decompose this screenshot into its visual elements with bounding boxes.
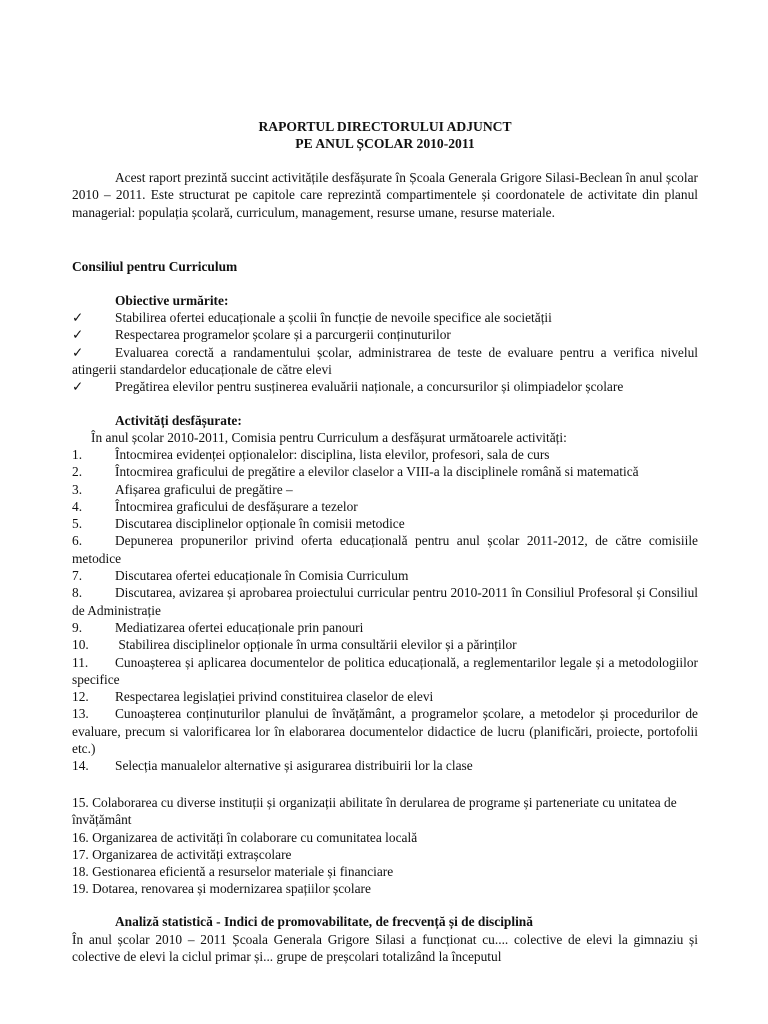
activity-item	[72, 498, 698, 515]
checkmark-icon: ✓	[72, 344, 84, 360]
activity-item	[72, 654, 698, 689]
activity-item: 19. Dotarea, renovarea și modernizarea spațiilor școlare	[72, 881, 371, 897]
activity-text: Discutarea disciplinelor opționale în comisii metodice	[115, 516, 405, 532]
objective-text: Respectarea programelor școlare și a parcurgerii conținuturilor	[115, 327, 451, 343]
activity-text: Stabilirea disciplinelor opționale în urma consultării elevilor și a părinților	[115, 637, 517, 653]
activity-text: Cunoașterea conținuturilor planului de învățământ, a programelor școlare, a metodelor și procedurilor de evaluare, precum si valorificarea lor în elaborarea documentelor didactice de lucru (planificări, proiecte, portofolii etc.)	[72, 706, 698, 757]
activity-number: 2.	[72, 464, 83, 480]
activity-number: 8.	[72, 585, 83, 601]
activity-number: 4.	[72, 498, 83, 514]
objective-item	[72, 378, 698, 395]
stats-paragraph: În anul școlar 2010 – 2011 Școala Generala Grigore Silasi a funcționat cu.... colective de elevi la gimnaziu și colective de elevi la ciclul primar și... grupe de preșcolari totalizând la începutul	[72, 932, 698, 965]
activity-text: Întocmirea graficului de pregătire a elevilor claselor a VIII-a la disciplinele română si matematică	[115, 464, 639, 480]
activity-text: Discutarea, avizarea și aprobarea proiectului curricular pentru 2010-2011 în Consiliul Profesoral și Consiliul de Administrație	[72, 585, 698, 618]
objective-item	[72, 326, 698, 343]
checkmark-icon: ✓	[72, 327, 84, 343]
intro-paragraph: Acest raport prezintă succint activitățile desfășurate în Școala Generala Grigore Silasi-Beclean în anul școlar 2010 – 2011. Este structurat pe capitole care reprezintă compartimentele și coordonatele de activitate din planul managerial: populația școlară, curriculum, management, resurse umane, resurse materiale.	[72, 170, 698, 220]
activity-item	[72, 757, 698, 774]
activity-item	[72, 705, 698, 757]
activities-intro: În anul școlar 2010-2011, Comisia pentru Curriculum a desfășurat următoarele activități:	[91, 430, 567, 445]
objective-item	[72, 309, 698, 326]
activity-item: 15. Colaborarea cu diverse instituții și organizații abilitate în derularea de programe și parteneriate cu unitatea de învățământ	[72, 795, 677, 828]
activity-item	[72, 584, 698, 619]
activity-item: 16. Organizarea de activități în colaborare cu comunitatea locală	[72, 829, 418, 845]
activity-item	[72, 636, 698, 653]
activity-item	[72, 481, 698, 498]
activity-text: Cunoașterea și aplicarea documentelor de politica educațională, a reglementarilor legale și a metodologiilor specifice	[72, 654, 698, 687]
checkmark-icon: ✓	[72, 310, 84, 325]
title-line-2: PE ANUL ȘCOLAR 2010-2011	[295, 136, 475, 151]
activity-number: 6.	[72, 533, 83, 549]
activity-item	[72, 688, 698, 705]
activities-continued-list	[72, 794, 698, 898]
activity-text: Întocmirea graficului de desfășurare a tezelor	[115, 498, 358, 514]
activity-text: Întocmirea evidenței opționalelor: disciplina, lista elevilor, profesori, sala de curs	[115, 447, 550, 462]
section-heading: Consiliul pentru Curriculum	[72, 259, 238, 274]
objectives-heading: Obiective urmărite:	[115, 293, 229, 308]
activity-number: 7.	[72, 568, 83, 584]
activities-heading: Activități desfășurate:	[115, 413, 242, 428]
activity-text: Respectarea legislației privind constituirea claselor de elevi	[115, 689, 434, 705]
activity-text: Selecția manualelor alternative și asigurarea distribuirii lor la clase	[115, 758, 473, 774]
objective-text: Pregătirea elevilor pentru susținerea evaluării naționale, a concursurilor și olimpiadelor școlare	[115, 379, 624, 395]
objective-text: Evaluarea corectă a randamentului școlar, administrarea de teste de evaluare pentru a verifica nivelul atingerii standardelor educaționale de către elevi	[72, 344, 698, 377]
activity-text: Depunerea propunerilor privind oferta educațională pentru anul școlar 2011-2012, de către comisiile metodice	[72, 533, 698, 566]
activity-item: 17. Organizarea de activități extrașcolare	[72, 846, 292, 862]
activity-item: 18. Gestionarea eficientă a resurselor materiale și financiare	[72, 864, 394, 880]
stats-heading: Analiză statistică - Indici de promovabilitate, de frecvență și de disciplină	[115, 914, 533, 929]
activity-number: 10.	[72, 637, 89, 653]
activity-number: 12.	[72, 689, 89, 705]
objectives-list	[72, 309, 698, 395]
activity-number: 9.	[72, 619, 83, 635]
activity-number: 3.	[72, 481, 83, 497]
activity-text: Discutarea ofertei educaționale în Comisia Curriculum	[115, 568, 409, 584]
activity-number: 5.	[72, 516, 83, 532]
objective-item	[72, 344, 698, 379]
activity-item	[72, 463, 698, 480]
activity-text: Mediatizarea ofertei educaționale prin panouri	[115, 619, 364, 635]
activity-number: 1.	[72, 447, 83, 462]
activity-item	[72, 532, 698, 567]
activity-number: 13.	[72, 706, 89, 722]
objective-text: Stabilirea ofertei educaționale a școlii în funcție de nevoile specifice ale societății	[115, 310, 552, 325]
checkmark-icon: ✓	[72, 379, 84, 395]
title-line-1: RAPORTUL DIRECTORULUI ADJUNCT	[258, 119, 512, 134]
activity-item	[72, 515, 698, 532]
activity-number: 11.	[72, 654, 89, 670]
activity-item	[72, 567, 698, 584]
activity-number: 14.	[72, 758, 89, 774]
activity-item	[72, 619, 698, 636]
activity-text: Afișarea graficului de pregătire –	[115, 481, 293, 497]
activities-list	[72, 446, 698, 775]
activity-item	[72, 446, 698, 463]
